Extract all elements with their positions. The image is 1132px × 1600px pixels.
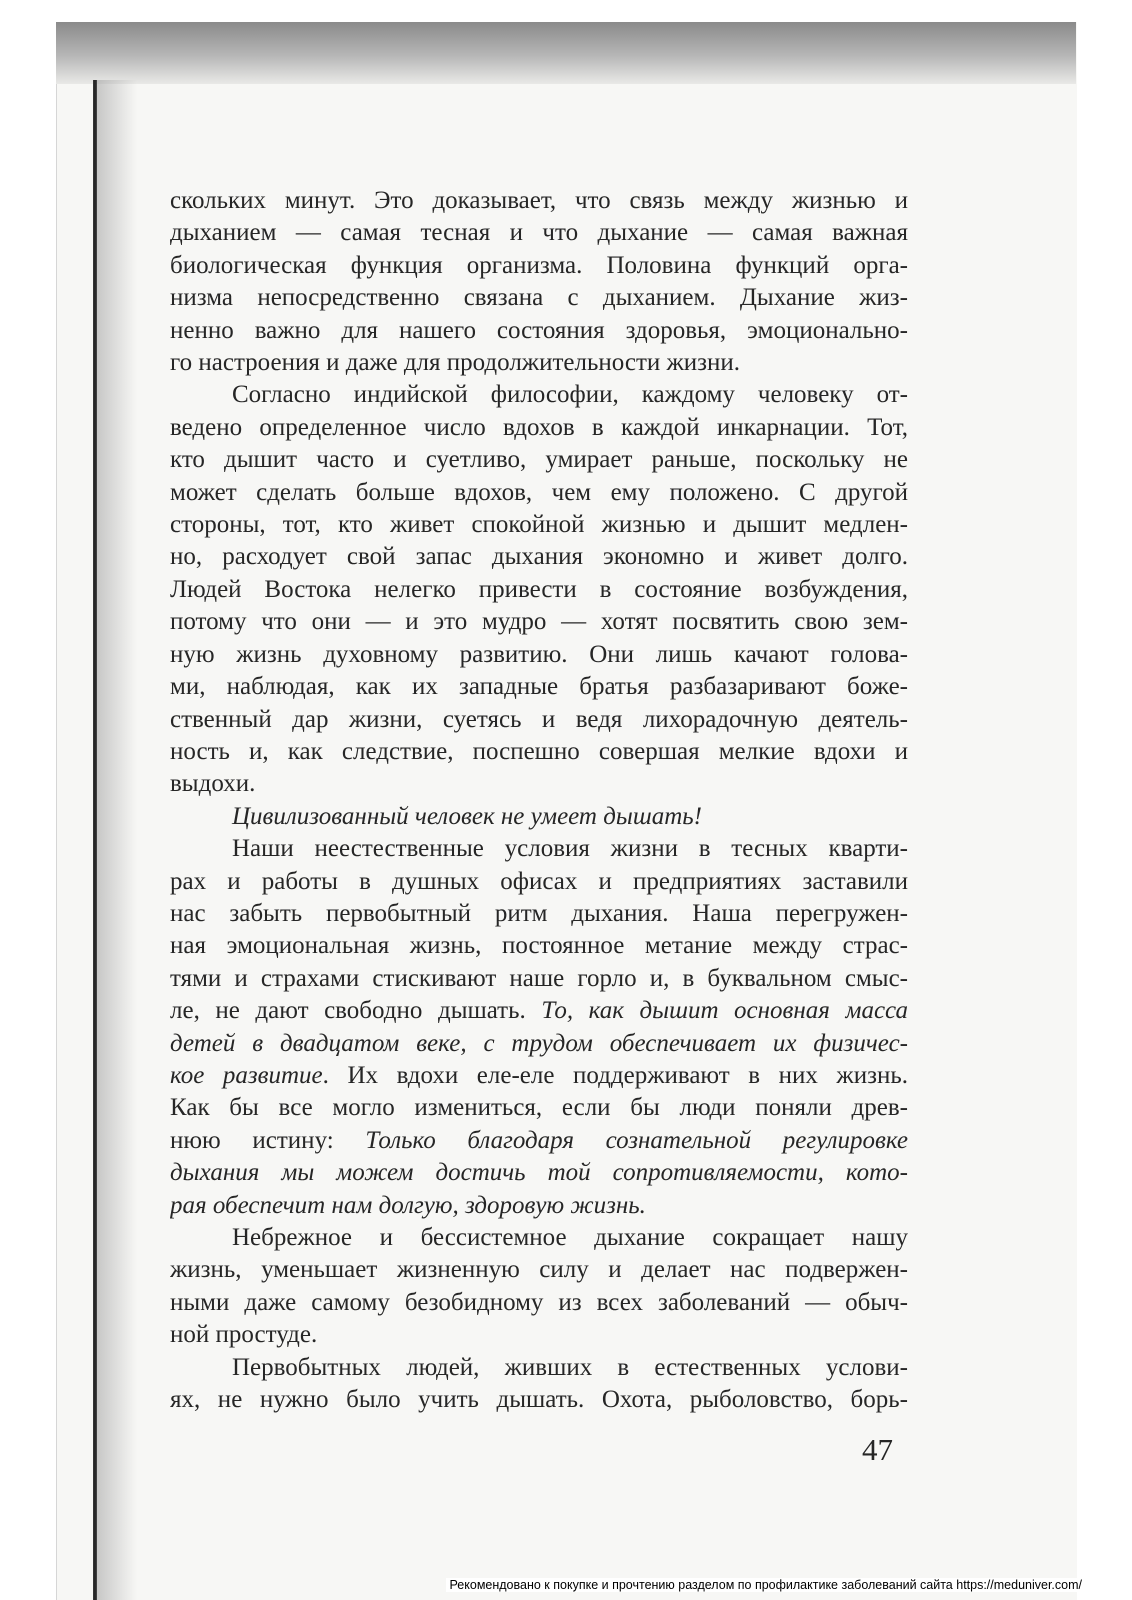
book-spine-shadow — [97, 80, 137, 1600]
text-line: тями и страхами стискивают наше горло и, в буквальном смыс- — [170, 964, 908, 992]
text-line: ными даже самому безобидному из всех заболеваний — обыч- — [170, 1288, 908, 1316]
text-line: го настроения и даже для продолжительности жизни. — [170, 349, 741, 377]
italic-line: детей в двадцатом веке, с трудом обеспечивает их физичес- — [170, 1029, 908, 1057]
text-line: выдохи. — [170, 770, 256, 798]
italic-heading-line: Цивилизованный человек не умеет дышать! — [232, 802, 702, 830]
footer-recommendation: Рекомендовано к покупке и прочтению разделом по профилактике заболеваний сайта https://meduniver.com/ — [446, 1578, 1086, 1592]
text-line: жизнь, уменьшает жизненную силу и делает нас подвержен- — [170, 1256, 908, 1284]
text-line: ственный дар жизни, суетясь и ведя лихорадочную деятель- — [170, 705, 908, 733]
text-line: ях, не нужно было учить дышать. Охота, рыболовство, борь- — [170, 1386, 908, 1414]
scan-top-shadow — [56, 22, 1076, 84]
italic-run: Только благодаря сознательной регулировке — [365, 1126, 908, 1154]
text-line: Согласно индийской философии, каждому человеку от- — [232, 381, 908, 409]
text-line: ми, наблюдая, как их западные братья разбазаривают боже- — [170, 673, 908, 701]
body-text — [170, 185, 908, 1416]
text-run: ле, не дают свободно дышать. — [170, 997, 526, 1025]
text-line: биологическая функция организма. Половина функций орга- — [170, 251, 908, 279]
text-line: ность и, как следствие, поспешно совершая мелкие вдохи и — [170, 737, 908, 765]
text-line: ведено определенное число вдохов в каждой инкарнации. Тот, — [170, 413, 908, 441]
text-run: . Их вдохи еле-еле поддерживают в них жизнь. — [322, 1061, 908, 1089]
text-line: дыханием — самая тесная и что дыхание — самая важная — [170, 219, 908, 247]
text-line-mixed — [170, 1125, 908, 1157]
text-line: потому что они — и это мудро — хотят посвятить свою зем- — [170, 608, 908, 636]
text-line: Наши неестественные условия жизни в тесных кварти- — [232, 835, 908, 863]
text-run: нюю истину: — [170, 1126, 334, 1154]
text-line: кто дышит часто и суетливо, умирает раньше, поскольку не — [170, 446, 908, 474]
text-line: рах и работы в душных офисах и предприятиях заставили — [170, 867, 908, 895]
text-line-mixed — [170, 995, 908, 1027]
text-line: нас забыть первобытный ритм дыхания. Наша перегружен- — [170, 899, 908, 927]
text-line-mixed — [170, 1060, 908, 1092]
text-line: Людей Востока нелегко привести в состояние возбуждения, — [170, 575, 908, 603]
italic-line: дыхания мы можем достичь той сопротивляемости, кото- — [170, 1159, 908, 1187]
text-line: ную жизнь духовному развитию. Они лишь качают голова- — [170, 640, 908, 668]
italic-line: рая обеспечит нам долгую, здоровую жизнь. — [170, 1191, 646, 1219]
text-line: ненно важно для нашего состояния здоровья, эмоционально- — [170, 316, 908, 344]
text-line: но, расходует свой запас дыхания экономно и живет долго. — [170, 543, 908, 571]
text-line: низма непосредственно связана с дыханием. Дыхание жиз- — [170, 284, 908, 312]
text-line: Как бы все могло измениться, если бы люди поняли древ- — [170, 1094, 908, 1122]
text-line: стороны, тот, кто живет спокойной жизнью и дышит медлен- — [170, 511, 908, 539]
text-line: может сделать больше вдохов, чем ему положено. С другой — [170, 478, 908, 506]
text-line: Первобытных людей, живших в естественных услови- — [232, 1353, 908, 1381]
text-line: ной простуде. — [170, 1321, 318, 1349]
page-number: 47 — [862, 1432, 893, 1467]
text-line: скольких минут. Это доказывает, что связь между жизнью и — [170, 187, 908, 214]
italic-run: То, как дышит основная масса — [541, 997, 908, 1025]
text-line: Небрежное и бессистемное дыхание сокращает нашу — [232, 1224, 908, 1251]
text-line: ная эмоциональная жизнь, постоянное метание между страс- — [170, 932, 908, 960]
italic-run: кое развитие — [170, 1061, 323, 1089]
